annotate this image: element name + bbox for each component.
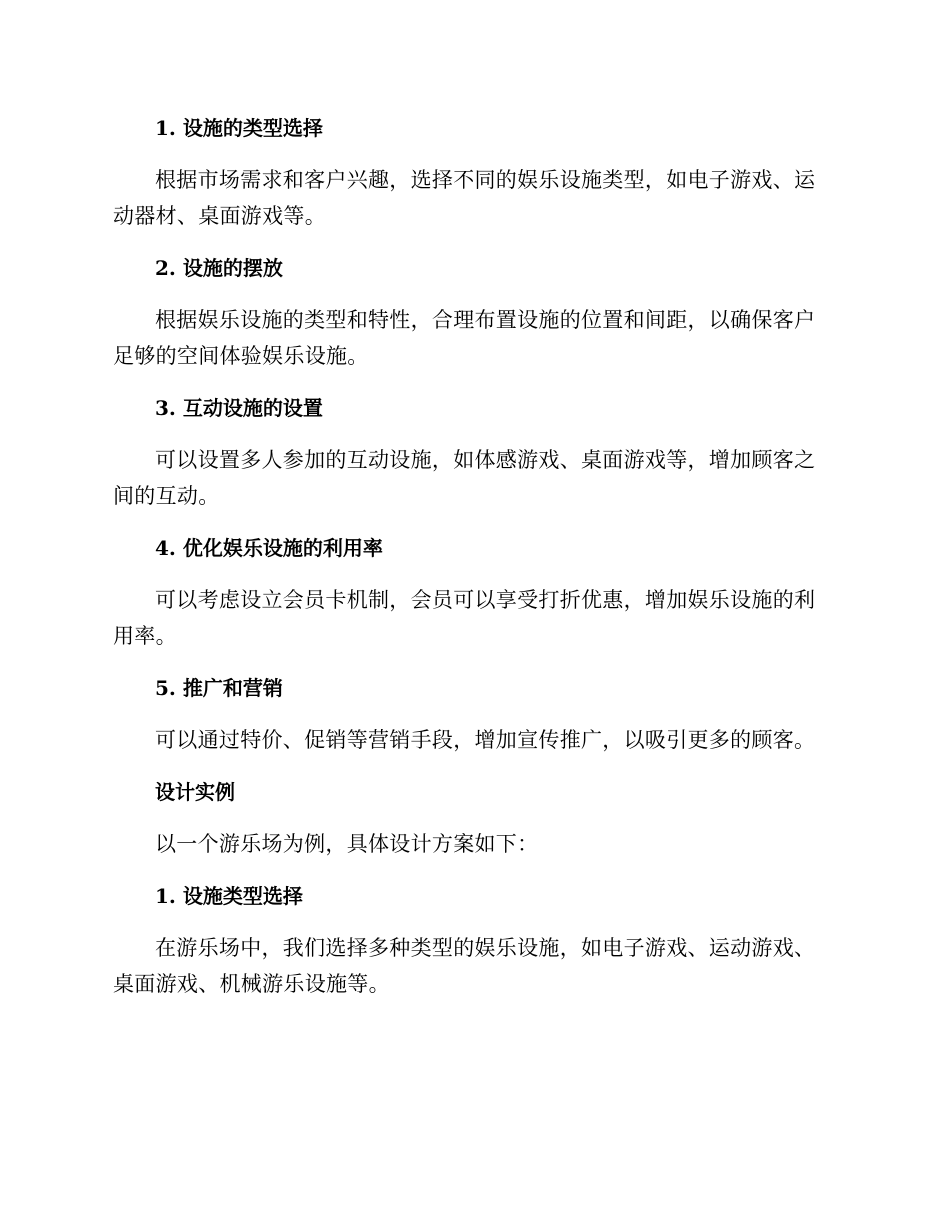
section-heading-interactive: 3. 互动设施的设置 (155, 396, 323, 420)
document-body (113, 110, 835, 1002)
section-heading-utilization: 4. 优化娱乐设施的利用率 (155, 536, 383, 560)
example-heading: 设计实例 (155, 780, 235, 804)
section-body-facility-type: 根据市场需求和客户兴趣，选择不同的娱乐设施类型，如电子游戏、运动器材、桌面游戏等。 (113, 168, 816, 228)
example-intro: 以一个游乐场为例，具体设计方案如下： (155, 832, 539, 856)
section-body-placement: 根据娱乐设施的类型和特性，合理布置设施的位置和间距，以确保客户足够的空间体验娱乐设施。 (113, 308, 816, 368)
section-body-marketing: 可以通过特价、促销等营销手段，增加宣传推广，以吸引更多的顾客。 (155, 728, 816, 752)
example-item-body: 在游乐场中，我们选择多种类型的娱乐设施，如电子游戏、运动游戏、桌面游戏、机械游乐设施等。 (113, 936, 816, 996)
example-item-heading: 1. 设施类型选择 (155, 884, 303, 908)
section-body-utilization: 可以考虑设立会员卡机制，会员可以享受打折优惠，增加娱乐设施的利用率。 (113, 588, 816, 648)
section-body-interactive: 可以设置多人参加的互动设施，如体感游戏、桌面游戏等，增加顾客之间的互动。 (113, 448, 816, 508)
section-heading-facility-type: 1. 设施的类型选择 (155, 116, 323, 140)
section-heading-marketing: 5. 推广和营销 (155, 676, 283, 700)
section-heading-placement: 2. 设施的摆放 (155, 256, 283, 280)
